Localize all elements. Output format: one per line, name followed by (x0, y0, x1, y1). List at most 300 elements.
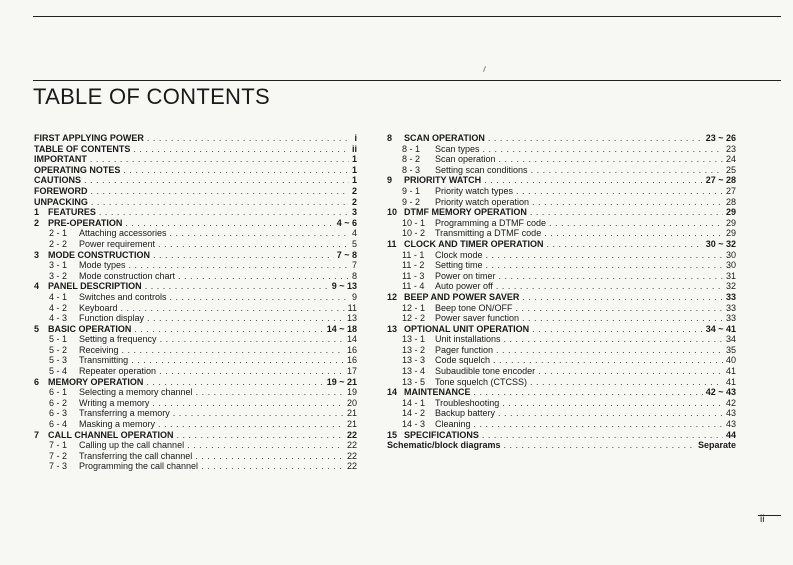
toc-entry-label: Repeater operation (79, 366, 157, 377)
dot-leader (538, 366, 723, 377)
dot-leader (123, 165, 349, 176)
toc-entry-label: Schematic/block diagrams (387, 440, 501, 451)
toc-entry-label: Subaudible tone encoder (435, 366, 536, 377)
toc-entry-page: 42 (725, 397, 736, 408)
toc-entry-label: OPTIONAL UNIT OPERATION (404, 323, 530, 334)
toc-entry-page: 7 (351, 260, 357, 271)
toc-entry[interactable] (34, 387, 357, 398)
toc-entry[interactable] (34, 461, 357, 472)
toc-entry-label: IMPORTANT (34, 154, 87, 165)
toc-entry[interactable] (34, 451, 357, 462)
toc-entry[interactable] (387, 430, 736, 441)
toc-entry-page: 9 ~ 13 (331, 281, 357, 292)
toc-entry-label: FOREWORD (34, 185, 88, 196)
page-title: TABLE OF CONTENTS (33, 84, 270, 109)
toc-entry[interactable] (34, 239, 357, 250)
toc-entry-number: 4 - 2 (49, 302, 68, 313)
dot-leader (499, 271, 723, 282)
toc-entry-page: 16 (346, 355, 357, 366)
dot-leader (196, 387, 344, 398)
toc-entry-page: 29 (725, 228, 736, 239)
toc-entry-label: Power on timer (435, 270, 496, 281)
dot-leader (145, 281, 329, 292)
toc-entry-page: 43 (725, 419, 736, 430)
dot-leader (129, 260, 349, 271)
dot-leader (486, 250, 723, 261)
toc-entry-label: Keyboard (79, 302, 118, 313)
toc-entry[interactable] (34, 133, 357, 144)
toc-entry-label: CLOCK AND TIMER OPERATION (404, 238, 544, 249)
toc-entry-label: UNPACKING (34, 196, 88, 207)
toc-entry-label: Transferring a memory (79, 408, 170, 419)
toc-entry-page: Separate (697, 440, 736, 451)
toc-entry[interactable] (387, 133, 736, 144)
toc-entry[interactable] (34, 271, 357, 282)
toc-entry[interactable] (34, 228, 357, 239)
toc-entry[interactable] (34, 366, 357, 377)
dot-leader (498, 408, 723, 419)
toc-entry-label: Switches and controls (79, 291, 167, 302)
dot-leader (146, 377, 323, 388)
dot-leader (474, 387, 703, 398)
toc-entry[interactable] (387, 398, 736, 409)
toc-entry[interactable] (34, 186, 357, 197)
toc-entry-number: 11 - 2 (402, 260, 425, 271)
toc-entry-page: 20 (346, 397, 357, 408)
toc-entry[interactable] (387, 419, 736, 430)
dot-leader (483, 144, 723, 155)
toc-entry-number: 4 - 1 (49, 291, 68, 302)
dot-leader (133, 144, 349, 155)
toc-entry-label: CAUTIONS (34, 175, 81, 186)
toc-entry-number: 8 - 1 (402, 143, 421, 154)
toc-entry-page: 16 (346, 344, 357, 355)
toc-entry[interactable] (34, 419, 357, 430)
toc-entry-label: Code squelch (435, 355, 491, 366)
toc-entry-number: 9 (387, 175, 393, 186)
toc-entry[interactable] (387, 303, 736, 314)
toc-entry-number: 5 (34, 323, 40, 334)
toc-entry-number: 13 - 3 (402, 355, 426, 366)
toc-entry-number: 2 (34, 217, 40, 228)
toc-entry[interactable] (34, 398, 357, 409)
toc-entry-number: 10 (387, 207, 398, 218)
toc-entry-page: i (354, 133, 357, 143)
toc-entry[interactable] (387, 144, 736, 155)
toc-entry-page: 2 (351, 185, 357, 196)
toc-entry-label: Attaching accessories (79, 228, 167, 239)
dot-leader (544, 228, 723, 239)
toc-entry[interactable] (34, 175, 357, 186)
toc-entry-label: CALL CHANNEL OPERATION (48, 429, 174, 440)
toc-entry-number: 6 - 1 (49, 387, 68, 398)
dot-leader (502, 398, 723, 409)
toc-entry-label: Programming a DTMF code (435, 217, 547, 228)
toc-entry-label: TABLE OF CONTENTS (34, 143, 131, 154)
toc-entry-label: MAINTENANCE (404, 387, 471, 398)
toc-entry-label: BASIC OPERATION (48, 323, 132, 334)
toc-entry-label: OPERATING NOTES (34, 164, 121, 175)
toc-entry-page: 24 (725, 154, 736, 165)
dot-leader (201, 461, 344, 472)
toc-entry-label: Writing a memory (79, 397, 150, 408)
toc-entry-label: Transferring the call channel (79, 450, 193, 461)
toc-entry-label: Unit installations (435, 334, 501, 345)
toc-entry-number: 9 - 1 (402, 185, 421, 196)
dot-leader (504, 334, 723, 345)
dot-leader (178, 271, 349, 282)
toc-entry-page: 21 (346, 419, 357, 430)
toc-entry-label: Function display (79, 313, 145, 324)
toc-entry-page: 19 (346, 387, 357, 398)
toc-entry-page: 11 (347, 302, 357, 313)
toc-entry-page: 29 (725, 207, 736, 218)
toc-entry-page: 5 (351, 238, 357, 249)
dot-leader (90, 154, 349, 165)
toc-entry[interactable] (34, 303, 357, 314)
toc-entry-label: Power saver function (435, 313, 520, 324)
toc-entry-page: 30 ~ 32 (705, 238, 736, 249)
toc-entry[interactable] (34, 197, 357, 208)
top-rule (33, 16, 781, 17)
toc-entry-number: 12 (387, 291, 398, 302)
toc-entry-page: 34 ~ 41 (705, 323, 736, 334)
toc-entry-number: 7 - 2 (49, 450, 68, 461)
toc-left-column (34, 133, 357, 472)
dot-leader (147, 313, 344, 324)
dot-leader (170, 228, 349, 239)
toc-entry-number: 5 - 3 (49, 355, 68, 366)
dot-leader (122, 345, 344, 356)
toc-entry-page: 19 ~ 21 (326, 376, 357, 387)
page-number: ii (760, 514, 765, 525)
toc-entry-number: 4 (34, 281, 40, 292)
dot-leader (496, 345, 723, 356)
toc-entry[interactable] (387, 228, 736, 239)
toc-entry-label: Transmitting a DTMF code (435, 228, 542, 239)
toc-entry-label: Priority watch operation (435, 196, 530, 207)
toc-entry-page: 14 (346, 334, 357, 345)
toc-entry-page: 34 (725, 334, 736, 345)
toc-entry-page: 3 (351, 207, 357, 218)
toc-entry-number: 3 - 2 (49, 270, 68, 281)
toc-entry-label: Receiving (79, 344, 119, 355)
toc-entry[interactable] (34, 377, 357, 388)
toc-entry-number: 5 - 4 (49, 366, 68, 377)
toc-entry[interactable] (34, 334, 357, 345)
dot-leader (170, 292, 349, 303)
toc-entry-label: FEATURES (48, 207, 96, 218)
toc-entry-number: 13 (387, 323, 398, 334)
toc-entry-page: 35 (725, 344, 736, 355)
dot-leader (160, 334, 344, 345)
toc-entry-number: 13 - 4 (402, 366, 426, 377)
dot-leader (530, 207, 723, 218)
toc-right-column (387, 133, 736, 451)
dot-leader (504, 440, 695, 451)
toc-entry-label: Pager function (435, 344, 494, 355)
dot-leader (84, 175, 349, 186)
dot-leader (131, 355, 344, 366)
dot-leader (482, 430, 723, 441)
toc-entry[interactable] (387, 440, 736, 451)
toc-entry[interactable] (387, 292, 736, 303)
toc-entry-label: Tone squelch (CTCSS) (435, 376, 528, 387)
dot-leader (99, 207, 349, 218)
toc-entry-page: 8 (351, 270, 357, 281)
toc-entry-page: 14 ~ 18 (326, 323, 357, 334)
toc-entry-label: Troubleshooting (435, 397, 500, 408)
toc-entry-label: Power requirement (79, 238, 156, 249)
toc-entry[interactable] (387, 387, 736, 398)
toc-entry[interactable] (34, 207, 357, 218)
toc-entry-number: 11 (387, 238, 397, 249)
dot-leader (91, 186, 349, 197)
toc-entry-label: SCAN OPERATION (404, 133, 485, 143)
toc-entry[interactable] (387, 260, 736, 271)
toc-entry-label: Programming the call channel (79, 461, 199, 472)
toc-entry-page: 23 ~ 26 (705, 133, 736, 143)
toc-entry-number: 2 - 1 (49, 228, 68, 239)
dot-leader (91, 197, 349, 208)
toc-entry[interactable] (387, 324, 736, 335)
toc-entry-label: MODE CONSTRUCTION (48, 249, 150, 260)
toc-entry-label: Priority watch types (435, 185, 514, 196)
toc-entry-label: Scan types (435, 143, 480, 154)
toc-entry-page: 41 (725, 376, 736, 387)
toc-entry-page: 22 (346, 450, 357, 461)
toc-entry[interactable] (34, 218, 357, 229)
toc-entry-page: 4 ~ 6 (336, 217, 357, 228)
toc-entry-number: 6 (34, 376, 40, 387)
dot-leader (486, 260, 723, 271)
toc-entry[interactable] (34, 250, 357, 261)
toc-entry-label: Masking a memory (79, 419, 156, 430)
toc-entry-label: MEMORY OPERATION (48, 376, 144, 387)
toc-entry[interactable] (387, 239, 736, 250)
toc-entry-page: 1 (351, 164, 357, 175)
toc-entry-label: Transmitting (79, 355, 129, 366)
toc-entry-label: BEEP AND POWER SAVER (404, 291, 520, 302)
toc-entry[interactable] (387, 250, 736, 261)
toc-entry-page: 33 (725, 313, 736, 324)
toc-entry-page: 27 (725, 185, 736, 196)
toc-entry-label: Calling up the call channel (79, 440, 185, 451)
toc-entry-label: Setting time (435, 260, 483, 271)
dot-leader (173, 408, 344, 419)
toc-entry-page: 4 (351, 228, 357, 239)
toc-entry-label: Scan operation (435, 154, 496, 165)
dot-leader (158, 239, 349, 250)
toc-entry[interactable] (387, 154, 736, 165)
toc-entry-page: 31 (725, 270, 736, 281)
toc-entry[interactable] (387, 377, 736, 388)
toc-entry-number: 14 (387, 387, 398, 398)
toc-entry-page: 21 (346, 408, 357, 419)
toc-entry-page: 33 (725, 302, 736, 313)
dot-leader (147, 133, 352, 144)
dot-leader (530, 377, 723, 388)
toc-entry-number: 6 - 2 (49, 397, 68, 408)
scan-mark (483, 66, 486, 72)
toc-entry-number: 10 - 1 (402, 217, 426, 228)
dot-leader (474, 419, 723, 430)
toc-entry-label: PRE-OPERATION (48, 217, 123, 228)
toc-entry[interactable] (34, 408, 357, 419)
toc-entry-number: 8 - 2 (402, 154, 421, 165)
toc-entry-page: 28 (725, 196, 736, 207)
toc-entry-number: 7 - 3 (49, 461, 68, 472)
toc-entry-number: 14 - 3 (402, 419, 426, 430)
toc-entry-number: 7 (34, 429, 40, 440)
toc-entry-page: 7 ~ 8 (336, 249, 357, 260)
toc-entry[interactable] (34, 324, 357, 335)
toc-entry-page: 44 (725, 429, 736, 440)
toc-entry[interactable] (34, 313, 357, 324)
toc-entry-number: 2 - 2 (49, 238, 68, 249)
toc-entry-page: 42 ~ 43 (705, 387, 736, 398)
toc-entry-number: 1 (34, 207, 40, 218)
toc-entry[interactable] (387, 355, 736, 366)
toc-entry[interactable] (387, 165, 736, 176)
dot-leader (159, 366, 344, 377)
toc-entry-page: 1 (351, 154, 357, 165)
title-rule (33, 80, 781, 81)
dot-leader (532, 324, 703, 335)
toc-entry[interactable] (34, 144, 357, 155)
toc-entry-number: 12 - 2 (402, 313, 426, 324)
toc-entry-label: Clock mode (435, 249, 483, 260)
toc-entry-page: 27 ~ 28 (705, 175, 736, 186)
toc-entry-page: 17 (346, 366, 357, 377)
toc-entry-page: 43 (725, 408, 736, 419)
toc-entry-page: 30 (725, 260, 736, 271)
toc-entry-number: 14 - 2 (402, 408, 426, 419)
toc-entry-number: 13 - 5 (402, 376, 426, 387)
toc-entry-label: FIRST APPLYING POWER (34, 133, 144, 143)
toc-entry-label: Setting a frequency (79, 334, 157, 345)
dot-leader (547, 239, 703, 250)
toc-entry-page: 13 (346, 313, 357, 324)
toc-entry-number: 4 - 3 (49, 313, 68, 324)
dot-leader (516, 186, 723, 197)
toc-entry-page: 29 (725, 217, 736, 228)
toc-entry-number: 12 - 1 (402, 302, 426, 313)
toc-entry[interactable] (387, 271, 736, 282)
dot-leader (531, 165, 723, 176)
toc-entry[interactable] (387, 281, 736, 292)
dot-leader (152, 398, 344, 409)
toc-entry[interactable] (387, 175, 736, 186)
toc-entry-label: Backup battery (435, 408, 496, 419)
toc-entry-page: 33 (725, 291, 736, 302)
toc-entry-number: 13 - 1 (402, 334, 426, 345)
dot-leader (549, 218, 723, 229)
toc-entry[interactable] (387, 408, 736, 419)
toc-entry-label: Mode types (79, 260, 126, 271)
toc-entry-number: 6 - 3 (49, 408, 68, 419)
toc-entry[interactable] (387, 313, 736, 324)
dot-leader (488, 133, 703, 144)
toc-entry-number: 11 - 4 (402, 281, 425, 292)
toc-entry[interactable] (387, 207, 736, 218)
dot-leader (522, 313, 723, 324)
toc-entry-page: 22 (346, 461, 357, 472)
toc-entry-page: 40 (725, 355, 736, 366)
toc-entry-page: ii (351, 143, 357, 154)
toc-entry[interactable] (387, 218, 736, 229)
toc-entry-number: 3 (34, 249, 40, 260)
toc-entry[interactable] (34, 260, 357, 271)
toc-entry[interactable] (34, 345, 357, 356)
toc-entry-label: Cleaning (435, 419, 471, 430)
toc-entry-label: Beep tone ON/OFF (435, 302, 513, 313)
toc-entry[interactable] (34, 281, 357, 292)
toc-entry-label: Mode construction chart (79, 270, 176, 281)
toc-entry-label: Setting scan conditions (435, 164, 528, 175)
toc-entry[interactable] (34, 440, 357, 451)
toc-entry-number: 3 - 1 (49, 260, 68, 271)
toc-entry-page: 23 (725, 143, 736, 154)
toc-entry-number: 6 - 4 (49, 419, 68, 430)
toc-entry-number: 7 - 1 (49, 440, 68, 451)
dot-leader (532, 197, 723, 208)
toc-entry-number: 10 - 2 (402, 228, 426, 239)
toc-entry[interactable] (34, 165, 357, 176)
toc-entry-label: PRIORITY WATCH (404, 175, 482, 186)
toc-entry[interactable] (387, 197, 736, 208)
toc-entry-page: 9 (351, 291, 357, 302)
toc-entry-page: 32 (725, 281, 736, 292)
dot-leader (187, 440, 344, 451)
dot-leader (516, 303, 723, 314)
toc-entry-page: 30 (725, 249, 736, 260)
toc-entry[interactable] (34, 430, 357, 441)
toc-entry-number: 14 - 1 (402, 397, 426, 408)
toc-entry-label: Auto power off (435, 281, 493, 292)
toc-entry-number: 11 - 1 (402, 249, 425, 260)
toc-entry[interactable] (387, 345, 736, 356)
toc-entry-number: 13 - 2 (402, 344, 426, 355)
toc-entry-number: 9 - 2 (402, 196, 421, 207)
dot-leader (134, 324, 323, 335)
toc-entry-number: 15 (387, 429, 398, 440)
dot-leader (493, 355, 723, 366)
toc-entry[interactable] (387, 186, 736, 197)
dot-leader (153, 250, 334, 261)
toc-entry-page: 25 (725, 164, 736, 175)
toc-entry-label: SPECIFICATIONS (404, 429, 479, 440)
toc-entry-label: DTMF MEMORY OPERATION (404, 207, 527, 218)
dot-leader (496, 281, 723, 292)
toc-entry-number: 8 - 3 (402, 164, 421, 175)
toc-entry[interactable] (34, 154, 357, 165)
dot-leader (177, 430, 344, 441)
toc-entry-page: 2 (351, 196, 357, 207)
toc-entry-page: 1 (351, 175, 357, 186)
toc-entry-number: 5 - 2 (49, 344, 68, 355)
toc-entry[interactable] (34, 292, 357, 303)
toc-entry[interactable] (34, 355, 357, 366)
toc-entry-label: PANEL DESCRIPTION (48, 281, 142, 292)
dot-leader (195, 451, 344, 462)
dot-leader (125, 218, 333, 229)
toc-entry[interactable] (387, 334, 736, 345)
toc-entry[interactable] (387, 366, 736, 377)
dot-leader (522, 292, 723, 303)
dot-leader (499, 154, 723, 165)
toc-entry-number: 11 - 3 (402, 270, 425, 281)
